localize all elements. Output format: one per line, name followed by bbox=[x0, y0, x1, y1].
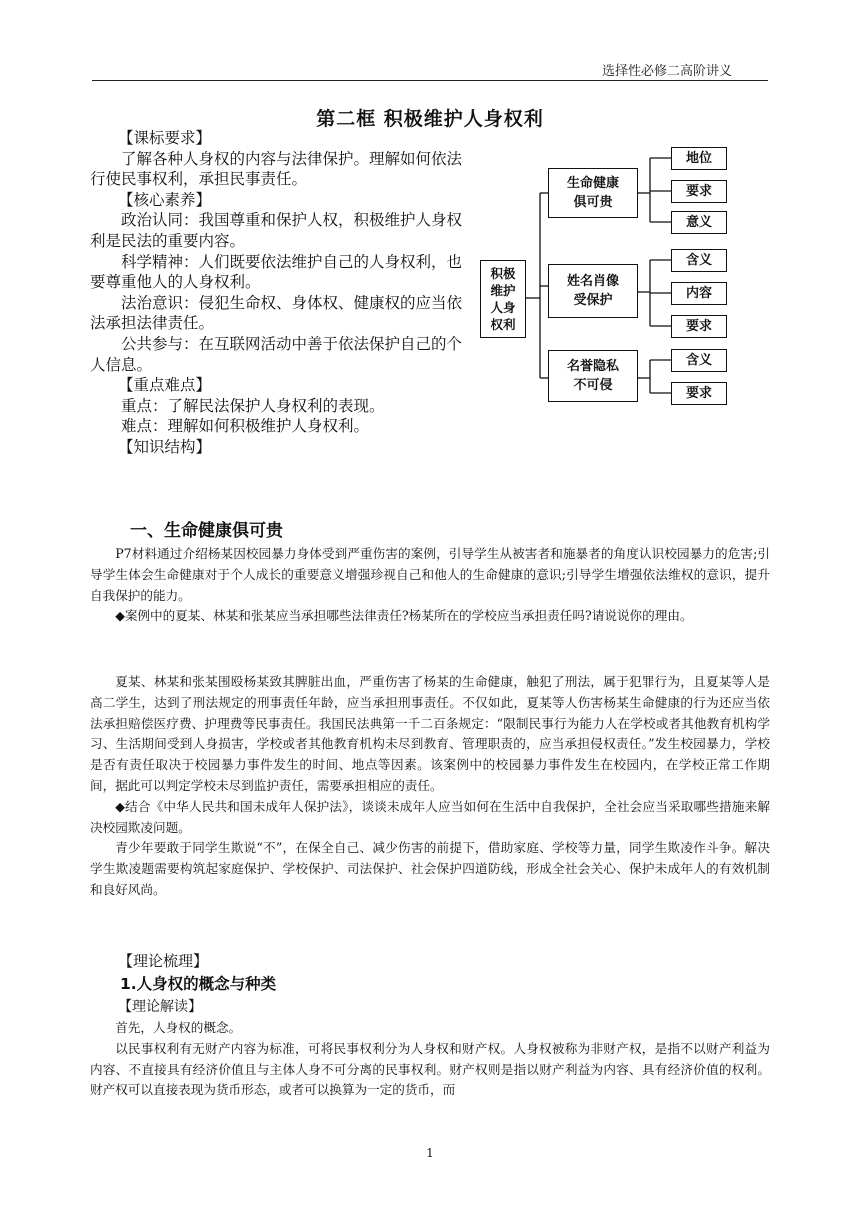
section-intro-block bbox=[90, 544, 770, 627]
diagram-branch-label: 姓名肖像受保护 bbox=[566, 274, 619, 308]
theory-section bbox=[90, 950, 770, 1101]
diagram-leaf-requirement: 要求 bbox=[671, 382, 727, 405]
diagram-branch-name-portrait bbox=[548, 264, 638, 318]
diagram-leaf-meaning: 含义 bbox=[671, 349, 727, 372]
answer-1: 夏某、林某和张某围殴杨某致其脾脏出血，严重伤害了杨某的生命健康，触犯了刑法，属于犯罪行为，且夏某等人是高二学生，达到了刑法规定的刑事责任年龄，应当承担刑事责任。不仅如此，夏某等人伤害杨某生命健康的行为还应当依法承担赔偿医疗费、护理费等民事责任。我国民法典第一千二百条规定：“限制民事行为能力人在学校或者其他教育机构学习、生活期间受到人身损害，学校或者其他教育机构未尽到教育、管理职责的，应当承担侵权责任。”发生校园暴力，学校是否有责任取决于校园暴力事件发生的时间、地点等因素。该案例中的校园暴力事件发生在校园内，在学校正常工作期间，据此可以判定学校未尽到监护责任，需要承担相应的责任。 bbox=[90, 674, 770, 793]
header-rule bbox=[92, 80, 768, 81]
question-2: ◆结合《中华人民共和国未成年人保护法》，谈谈未成年人应当如何在生活中自我保护，全社会应当采取哪些措施来解决校园欺凌问题。 bbox=[90, 798, 770, 835]
key-point: 重点：了解民法保护人身权利的表现。 bbox=[121, 396, 385, 415]
literacy-legal: 法治意识：侵犯生命权、身体权、健康权的应当依法承担法律责任。 bbox=[90, 293, 463, 333]
section-heading: 一、生命健康俱可贵 bbox=[130, 521, 283, 541]
literacy-scientific: 科学精神：人们既要依法维护自己的人身权利，也要尊重他人的人身权利。 bbox=[90, 252, 463, 292]
diagram-root-box bbox=[480, 260, 526, 338]
diagram-leaf-requirement: 要求 bbox=[671, 315, 727, 338]
answer-2: 青少年要敢于同学生欺说“不”，在保全自己、减少伤害的前提下，借助家庭、学校等力量，同学生欺凌作斗争。解决学生欺凌题需要构筑起家庭保护、学校保护、司法保护、社会保护四道防线，形成全社会关心、保护未成年人的有效机制和良好风尚。 bbox=[90, 840, 770, 897]
diagram-branch-reputation-privacy bbox=[548, 350, 638, 402]
literacy-heading: 【核心素养】 bbox=[118, 190, 212, 209]
diagram-leaf-status: 地位 bbox=[671, 147, 727, 170]
page-title: 第二框 积极维护人身权利 bbox=[316, 108, 544, 130]
diagram-branch-label: 生命健康俱可贵 bbox=[566, 176, 619, 210]
section-intro: P7材料通过介绍杨某因校园暴力身体受到严重伤害的案例，引导学生从被害者和施暴者的角度认识校园暴力的危害;引导学生体会生命健康对于个人成长的重要意义增强珍视自己和他人的生命健康的意识;引导学生增强依法维权的意识，提升自我保护的能力。 bbox=[90, 546, 770, 603]
theory-subheading: 1.人身权的概念与种类 bbox=[120, 975, 277, 993]
page-number: 1 bbox=[426, 1146, 434, 1160]
theory-paragraph: 首先，人身权的概念。 bbox=[115, 1020, 242, 1035]
requirements-block bbox=[90, 128, 462, 458]
diagram-leaf-requirement: 要求 bbox=[671, 180, 727, 203]
diagram-root-label: 积极维护人身权利 bbox=[490, 266, 516, 332]
knowledge-structure-diagram bbox=[478, 146, 748, 406]
curriculum-text: 了解各种人身权的内容与法律保护。理解如何依法行使民事权利，承担民事责任。 bbox=[90, 149, 463, 189]
theory-paragraph: 以民事权利有无财产内容为标准，可将民事权利分为人身权和财产权。人身权被称为非财产权，是指不以财产利益为内容、不直接具有经济价值且与主体人身不可分离的民事权利。财产权则是指以财产利益为内容、具有经济价值的权利。财产权可以直接表现为货币形态，或者可以换算为一定的货币，而 bbox=[90, 1040, 770, 1098]
diagram-leaf-meaning: 含义 bbox=[671, 249, 727, 272]
diagram-leaf-content: 内容 bbox=[671, 282, 727, 305]
question-1: ◆案例中的夏某、林某和张某应当承担哪些法律责任?杨某所在的学校应当承担责任吗?请说说你的理由。 bbox=[115, 608, 693, 624]
literacy-public: 公共参与：在互联网活动中善于依法保护自己的个人信息。 bbox=[90, 334, 463, 374]
diagram-branch-label: 名誉隐私不可侵 bbox=[566, 359, 619, 393]
theory-label: 【理论解读】 bbox=[118, 999, 202, 1015]
diagram-branch-life-health bbox=[548, 168, 638, 218]
difficult-point: 难点：理解如何积极维护人身权利。 bbox=[121, 417, 370, 436]
structure-heading: 【知识结构】 bbox=[118, 437, 212, 456]
answer-block bbox=[90, 672, 770, 901]
running-header: 选择性必修二高阶讲义 bbox=[601, 64, 732, 79]
curriculum-heading: 【课标要求】 bbox=[118, 129, 212, 147]
theory-heading: 【理论梳理】 bbox=[118, 952, 209, 970]
literacy-political: 政治认同：我国尊重和保护人权，积极维护人身权利是民法的重要内容。 bbox=[90, 211, 463, 250]
key-heading: 【重点难点】 bbox=[118, 376, 212, 395]
diagram-leaf-significance: 意义 bbox=[671, 211, 727, 234]
